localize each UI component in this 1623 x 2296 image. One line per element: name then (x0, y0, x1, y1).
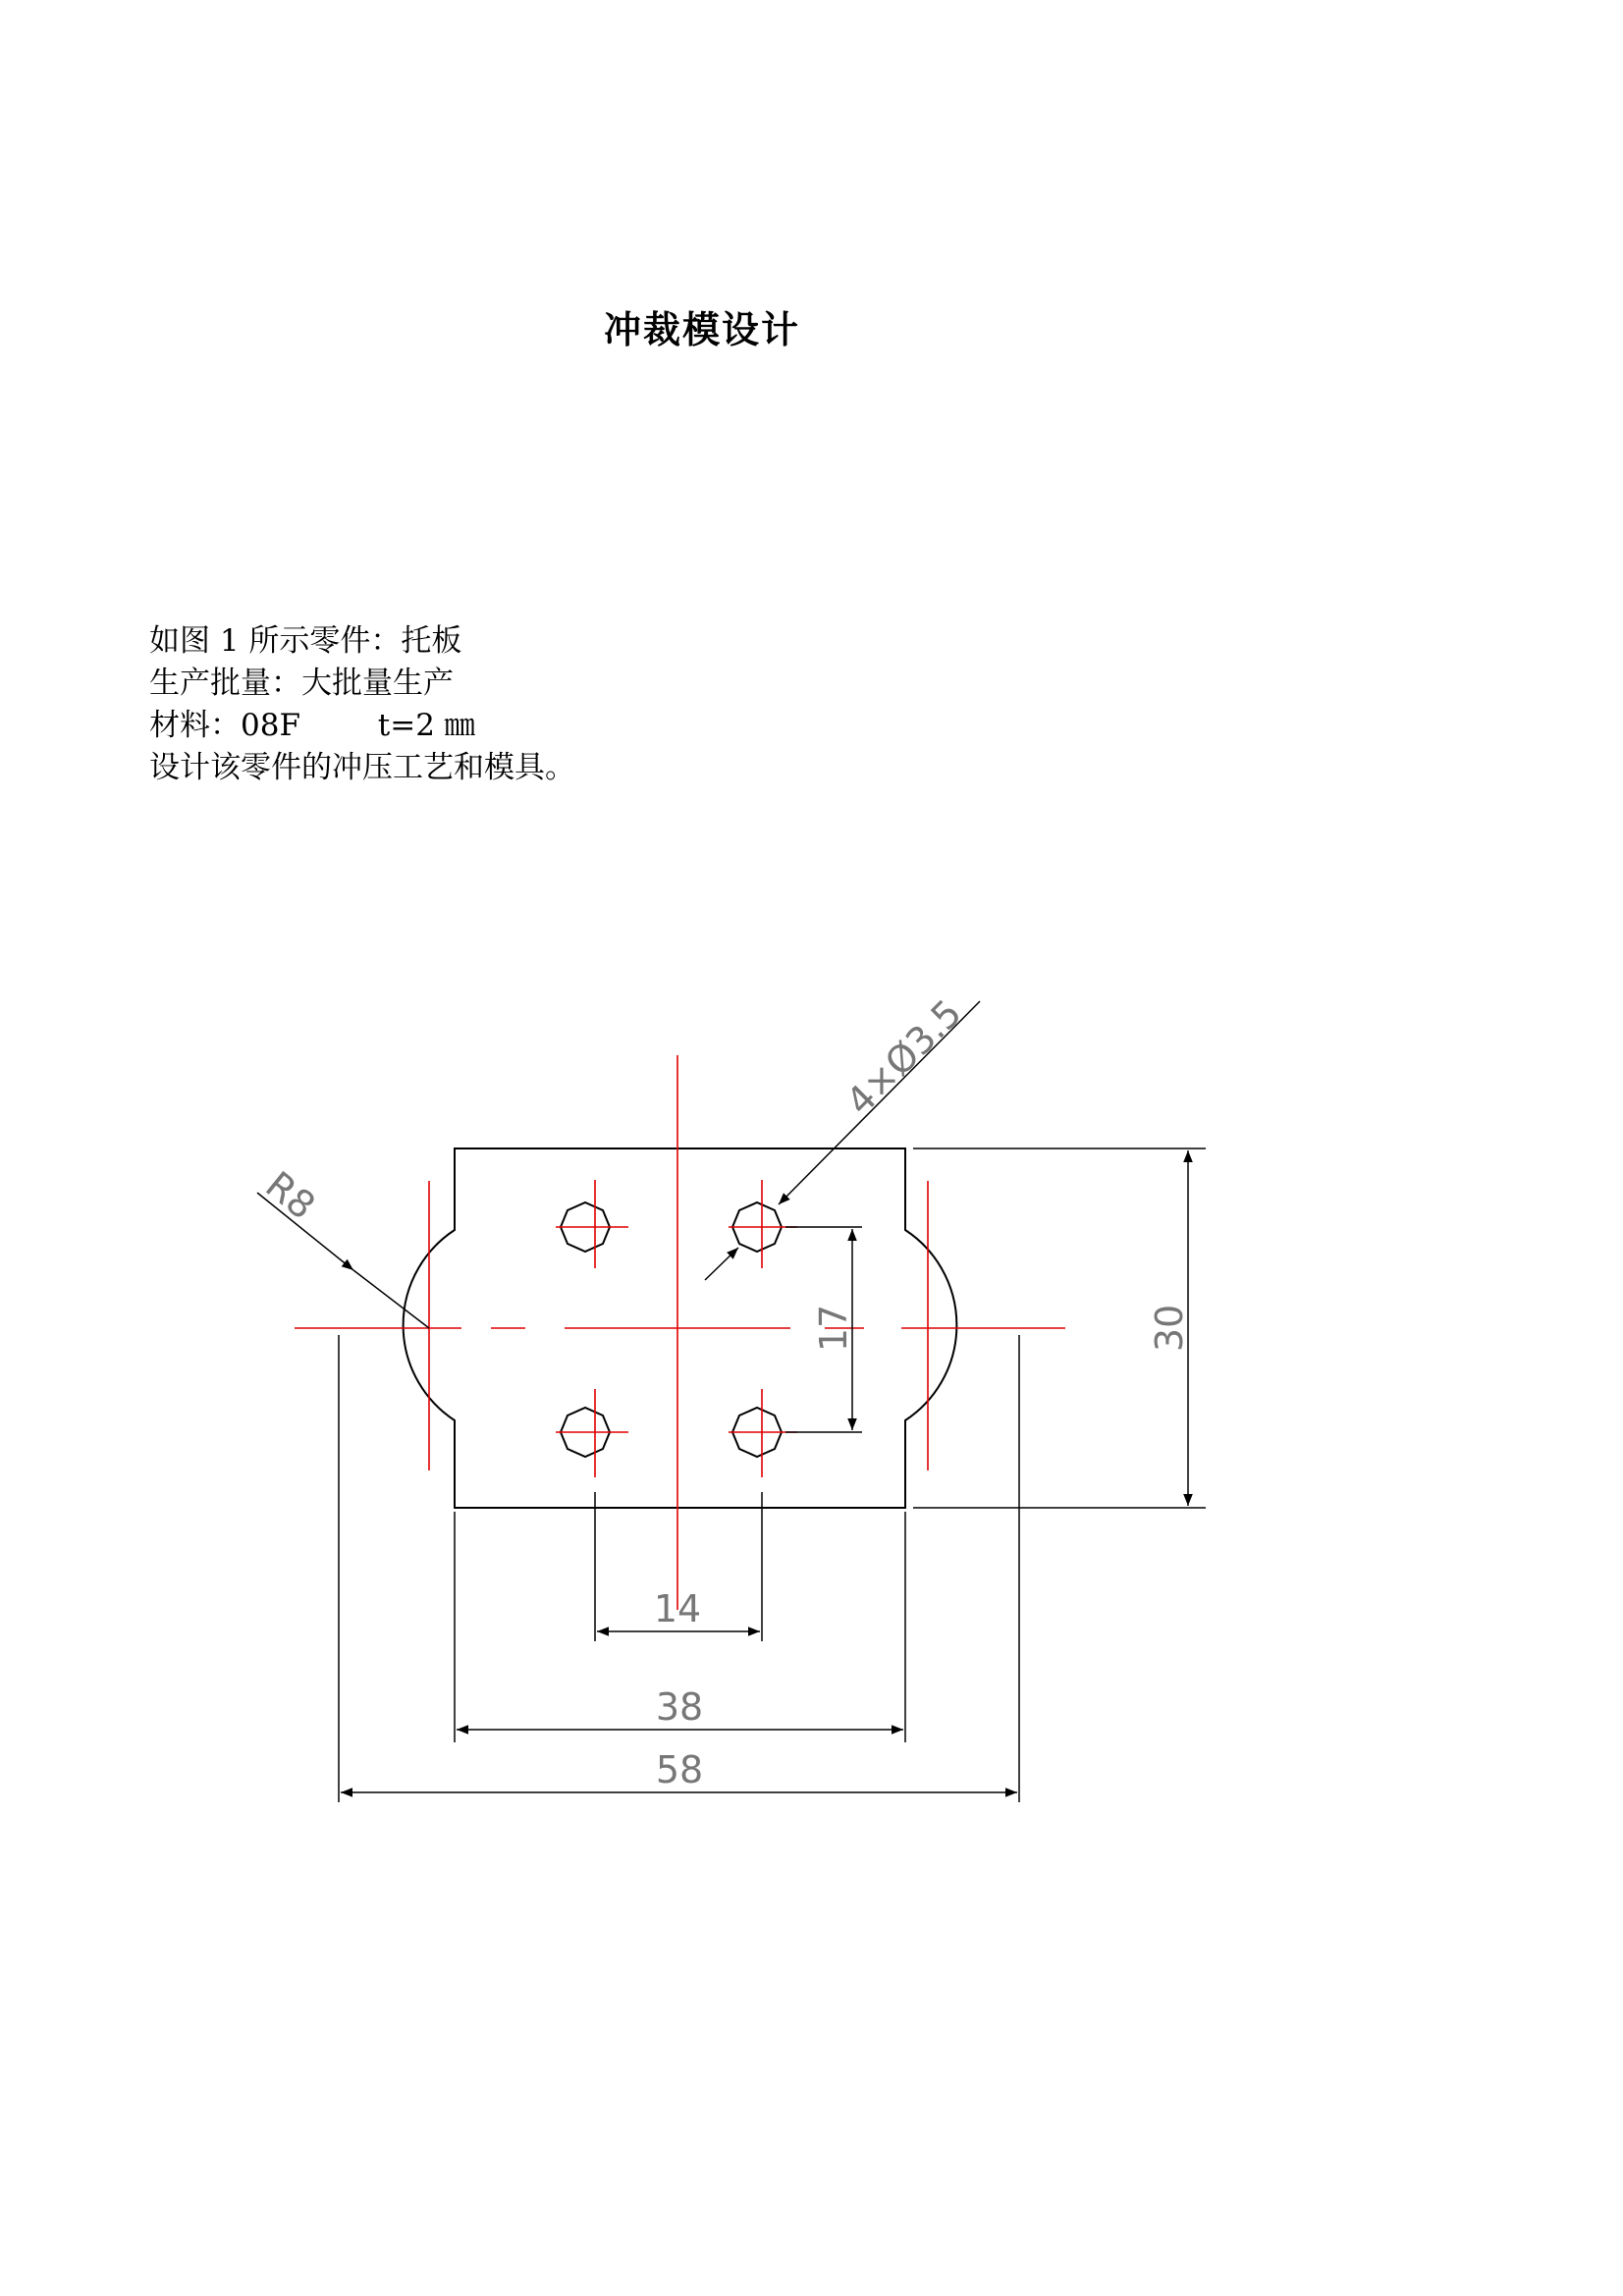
extension-lines (339, 1148, 1206, 1802)
dimension-14-label: 14 (653, 1587, 702, 1630)
dimension-30-label: 30 (1148, 1304, 1191, 1353)
spec-line-batch: 生产批量：大批量生产 (149, 666, 454, 701)
holes (561, 1202, 782, 1457)
dimension-radius-label: R8 (257, 1162, 324, 1228)
dimension-holes-label: 4×Ø3.5 (838, 990, 970, 1124)
spec-line-material: 材料：08F t=2 ㎜ (149, 708, 475, 743)
dimension-17-label: 17 (812, 1304, 855, 1353)
dimension-38-label: 38 (655, 1685, 704, 1729)
spec-line-task: 设计该零件的冲压工艺和模具。 (149, 750, 575, 785)
dimension-58-label: 58 (655, 1748, 704, 1791)
centerlines (295, 1055, 1065, 1610)
spec-line-part: 如图 1 所示零件：托板 (149, 623, 462, 659)
page-title: 冲裁模设计 (603, 308, 800, 351)
dimension-lines (257, 1001, 1188, 1792)
